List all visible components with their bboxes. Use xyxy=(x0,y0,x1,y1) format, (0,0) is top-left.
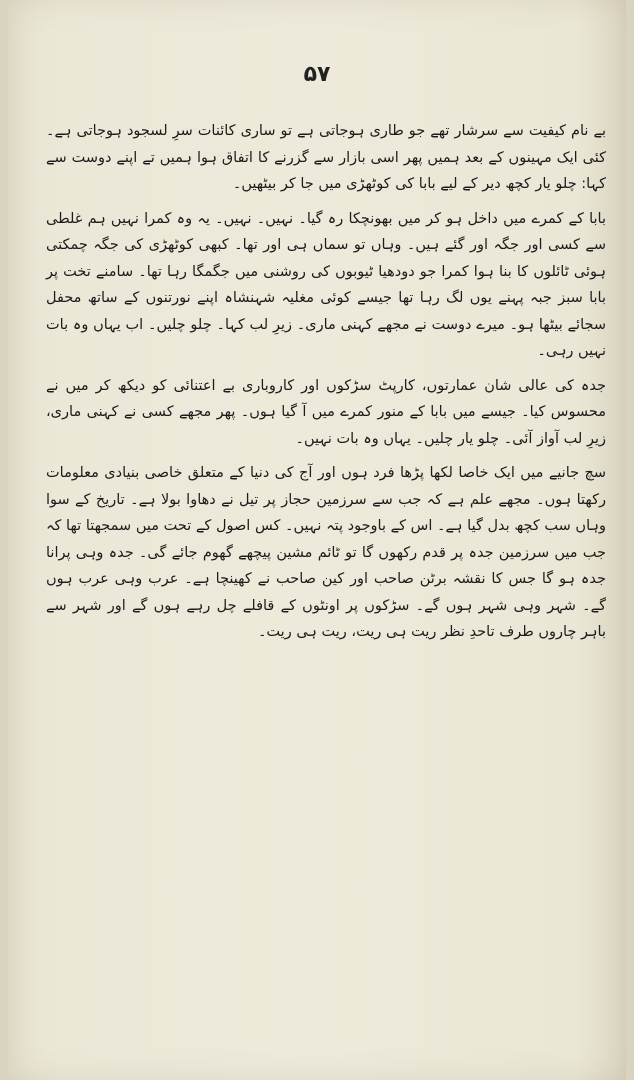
page-body xyxy=(46,118,606,649)
paragraph: بابا کے کمرے میں داخل ہو کر میں بھونچکا رہ گیا۔ نہیں۔ نہیں۔ یہ وہ کمرا نہیں ہم غلطی سے کسی اور جگہ اور گئے ہیں۔ وہاں تو سماں ہی اور تھا۔ کبھی کوٹھڑی کی جگہ چمکتی ہوئی ٹائلوں کا بنا ہوا کمرا جو دودھیا ٹیوبوں کی روشنی میں جگمگا رہا تھا۔ سامنے تخت پر بابا سبز جبہ پہنے یوں لگ رہا تھا جیسے کوئی مغلیہ شہنشاہ اپنے نورتنوں کے ساتھ محفل سجائے بیٹھا ہو۔ میرے دوست نے مجھے کہنی ماری۔ زیرِ لب کہا۔ چلو چلیں۔ اب یہاں وہ بات نہیں رہی۔ xyxy=(46,210,606,359)
page-number: ۵۷ xyxy=(303,62,331,87)
paragraph: سچ جانیے میں ایک خاصا لکھا پڑھا فرد ہوں اور آج کی دنیا کے متعلق خاصی بنیادی معلومات رکھتا ہوں۔ مجھے علم ہے کہ جب سے سرزمین حجاز پر تیل نے دھاوا بولا ہے۔ تاریخ کے سوا وہاں سب کچھ بدل گیا ہے۔ اس کے باوجود پتہ نہیں۔ کس اصول کے تحت میں سمجھتا تھا کہ جب میں سرزمین جدہ پر قدم رکھوں گا تو ٹائم مشین پیچھے گھوم جائے گی۔ جدہ وہی پرانا جدہ ہو گا جس کا نقشہ برٹن صاحب اور کین صاحب نے کھینچا ہے۔ عرب وہی عرب ہوں گے۔ شہر وہی شہر ہوں گے۔ سڑکوں پر اونٹوں کے قافلے چل رہے ہوں گے اور شہر سے باہر چاروں طرف تاحدِ نظر ریت ہی ریت، ریت ہی ریت۔ xyxy=(46,465,606,640)
book-page xyxy=(8,0,626,1080)
paragraph: جدہ کی عالی شان عمارتوں، کارپٹ سڑکوں اور کاروباری بے اعتنائی کو دیکھ کر میں نے محسوس کیا۔ جیسے میں بابا کے منور کمرے میں آ گیا ہوں۔ پھر مجھے کسی نے کہنی ماری، زیرِ لب آواز آئی۔ چلو یار چلیں۔ یہاں وہ بات نہیں۔ xyxy=(46,377,606,447)
paragraph: بے نام کیفیت سے سرشار تھے جو طاری ہوجاتی ہے تو ساری کائنات سرِ لسجود ہوجاتی ہے۔ کئی ایک مہینوں کے بعد ہمیں پھر اسی بازار سے گزرنے کا اتفاق ہوا ہمیں تے اپنے دوست سے کہا: چلو یار کچھ دیر کے لیے بابا کی کوٹھڑی میں جا کر بیٹھیں۔ xyxy=(46,123,606,192)
